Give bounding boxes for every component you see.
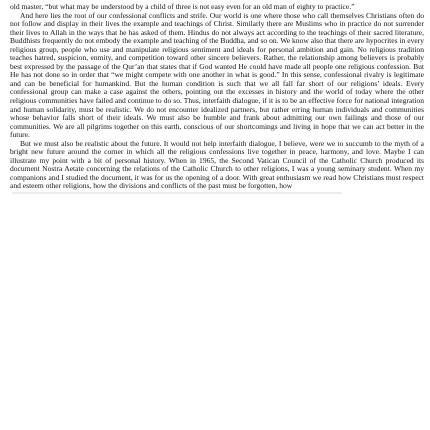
paragraph-1: old master, “but what may be understood by a child of three is not easy even for an old man of eighty to practice.” [10, 3, 355, 11]
paragraph-2: And here lies the root of our confessional conflicts and strife. Our world is one where those who call themselves Christians often do not follow and display in their lives the example and teachings of Christ. Similarly there are Muslims who in practice do not surrender their lives to Allah in the ways that he has asked of them. Hindus do not always act according to the teachings of their sacred literature, Buddhists frequently do not embody the example and teaching of the Buddha, and so on. We know also that there are hypocrites in every religious group, people who use and manipulate religious sentiment and ideals for personal ambition and gain. No religious tradition teaches hatred, suspicion, enmity, and competition toward other sincere believers. Rather, the relationship among believers is probably best expressed by the passage of the Qur’an that states that if God wanted He could have made all people one religious confession. But He has not done so in order that “we might compete with one another in what is good.” In this sense, confessional rivalry is legitimate and can be beneficial for humankind. But the human condition is such that we all fall far short of our religions’ ideals. Every confessional group can make a case against the others, pointing out the excesses in history and the world of today where the other religious communities have failed and continue to do so. Thus, interfaith dialogue, if it is to be an effective force for national integration and human solidarity, must be realistic. We do not encounter idealized partners, but rather erring human individuals and communities whose behavior falls short of their ideals. We must also be humble and frank about admitting our own failings and those of our communities. We are all pilgrims together on this earth, conscious of our shortcomings and living in hope that we can act better in the future. [10, 10, 424, 140]
document-page [10, 3, 424, 427]
scan-smudge [12, 192, 342, 194]
paragraph-3: But we must also be realistic about the future. It would not help interfaith dialogue, I believe, were we to succumb to the myth of a bright new future around the corner in which all the religious confessions live together in peace, harmony, and love. Maybe I can illustrate my point with a bit of personal history. When in 1965, the Second Vatican Council of the Catholic Church produced its document Nostra Aetate concerning the relations of the Catholic Church to other religions, I was a young seminary student. When my companions and I studied the document, it was for us the opening of a door. With great enthusiasm we read how Christians must respect and esteem other religions, how the divisions and conflicts of the past must be forgotten, how [10, 138, 424, 191]
